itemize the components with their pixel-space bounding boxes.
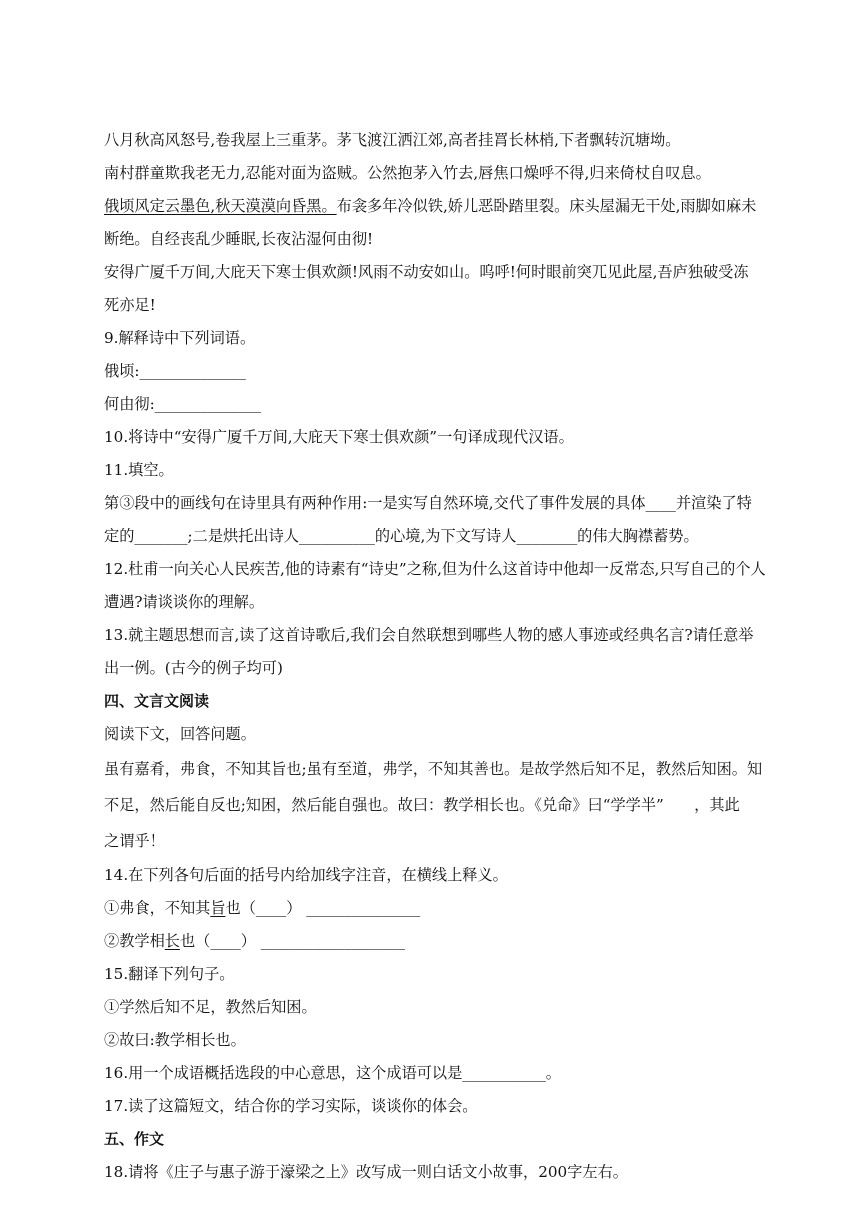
- question-11-title: 11.填空。: [104, 461, 174, 479]
- poem-stanza-3-line-1: [104, 192, 800, 221]
- question-15-title: 15.翻译下列句子。: [104, 965, 235, 983]
- poem-line-2: 南村群童欺我老无力,忍能对面为盗贼。公然抱茅入竹去,唇焦口燥呼不得,归来倚杖自叹息。: [104, 164, 711, 182]
- question-15-item-2: ②故曰:教学相长也。: [104, 1031, 246, 1049]
- poem-line-1: 八月秋高风怒号,卷我屋上三重茅。茅飞渡江洒江郊,高者挂罥长林梢,下者飘转沉塘坳。: [104, 131, 681, 149]
- stanza-3-rest: 布衾多年冷似铁,娇儿恶卧踏里裂。床头屋漏无干处,雨脚如麻未: [336, 197, 757, 215]
- question-16: 16.用一个成语概括选段的中心意思，这个成语可以是___________。: [104, 1064, 561, 1082]
- passage-line-1: 虽有嘉肴，弗食，不知其旨也;虽有至道，弗学，不知其善也。是故学然后知不足，教然后知困。知: [104, 760, 763, 778]
- item-1-prefix: ①弗食，不知其: [104, 899, 211, 917]
- question-9-item-2: 何由彻:______________: [104, 395, 261, 413]
- section-5-heading: 五、作文: [104, 1130, 165, 1148]
- question-13-line-1: 13.就主题思想而言,读了这首诗歌后,我们会自然联想到哪些人物的感人事迹或经典名言?请任意举: [104, 626, 754, 644]
- passage-line-2: 不足，然后能自反也;知困，然后能自强也。故曰：教学相长也。《兑命》曰“学学半” ，其此: [104, 796, 740, 814]
- question-18: 18.请将《庄子与惠子游于濠梁之上》改写成一则白话文小故事，200字左右。: [104, 1163, 628, 1181]
- section-4-heading: 四、文言文阅读: [104, 692, 210, 710]
- passage-line-3: 之谓乎！: [104, 832, 165, 850]
- item-2-marked-char: 长: [164, 932, 180, 950]
- question-13-line-2: 出一例。(古今的例子均可): [104, 659, 283, 677]
- underlined-sentence: 俄顷风定云墨色,秋天漠漠向昏黑。: [104, 197, 337, 215]
- question-12-line-1: 12.杜甫一向关心人民疾苦,他的诗素有“诗史”之称,但为什么这首诗中他却一反常态,只写自己的个人: [104, 560, 766, 578]
- item-2-prefix: ②教学相: [104, 932, 165, 950]
- section-4-instruction: 阅读下文，回答问题。: [104, 725, 256, 743]
- poem-stanza-3-line-2: 断绝。自经丧乱少睡眠,长夜沾湿何由彻!: [104, 230, 374, 248]
- question-11-line-2: 定的_______;二是烘托出诗人__________的心境,为下文写诗人________的伟大胸襟蓄势。: [104, 527, 699, 545]
- question-14-item-1: [104, 894, 800, 923]
- question-9-title: 9.解释诗中下列词语。: [104, 329, 256, 347]
- question-10: 10.将诗中“安得广厦千万间,大庇天下寒士俱欢颜”一句译成现代汉语。: [104, 428, 574, 446]
- question-14-title: 14.在下列各句后面的括号内给加线字注音，在横线上释义。: [104, 866, 508, 884]
- question-14-item-2: [104, 927, 800, 956]
- question-9-item-1: 俄顷:______________: [104, 362, 246, 380]
- item-1-suffix: 也（____） _______________: [225, 899, 421, 917]
- item-2-suffix: 也（____） ___________________: [179, 932, 405, 950]
- poem-stanza-4-line-1: 安得广厦千万间,大庇天下寒士俱欢颜!风雨不动安如山。呜呼!何时眼前突兀见此屋,吾庐独破受冻: [104, 263, 749, 281]
- question-15-item-1: ①学然后知不足，教然后知困。: [104, 998, 317, 1016]
- question-11-line-1: 第③段中的画线句在诗里具有两种作用:一是实写自然环境,交代了事件发展的具体____并渲染了特: [104, 494, 752, 512]
- item-1-marked-char: 旨: [210, 899, 226, 917]
- poem-stanza-4-line-2: 死亦足!: [104, 296, 156, 314]
- question-12-line-2: 遭遇?请谈谈你的理解。: [104, 593, 265, 611]
- question-17: 17.读了这篇短文，结合你的学习实际，谈谈你的体会。: [104, 1097, 478, 1115]
